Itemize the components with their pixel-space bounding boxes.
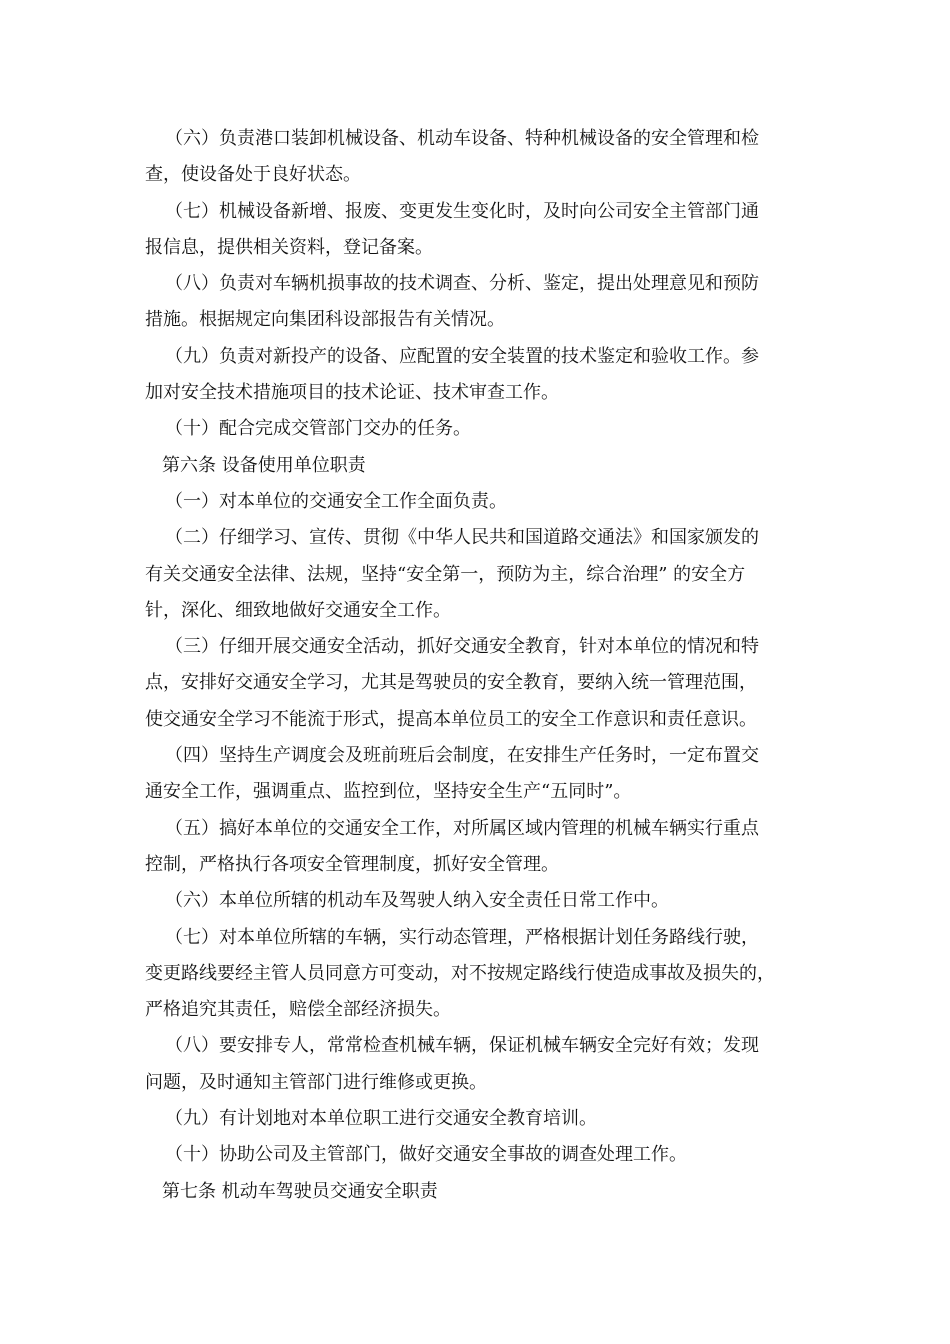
paragraph-line: （八）负责对车辆机损事故的技术调查、分析、鉴定，提出处理意见和预防 [165,273,759,295]
paragraph-line: （五）搞好本单位的交通安全工作，对所属区域内管理的机械车辆实行重点 [165,817,759,839]
paragraph-line: 针，深化、细致地做好交通安全工作。 [145,599,451,621]
paragraph-line: （一）对本单位的交通安全工作全面负责。 [165,490,507,512]
paragraph-line: （四）坚持生产调度会及班前班后会制度，在安排生产任务时，一定布置交 [165,745,759,767]
paragraph-line: 有关交通安全法律、法规，坚持“安全第一，预防为主，综合治理” 的安全方 [145,563,746,585]
paragraph-line: 变更路线要经主管人员同意方可变动，对不按规定路线行使造成事故及损失的， [145,962,775,984]
paragraph-line: （六）负责港口装卸机械设备、机动车设备、特种机械设备的安全管理和检 [165,128,759,149]
paragraph-line: 问题，及时通知主管部门进行维修或更换。 [145,1071,487,1093]
paragraph-line: （三）仔细开展交通安全活动，抓好交通安全教育，针对本单位的情况和特 [165,636,759,658]
paragraph-line: 点，安排好交通安全学习，尤其是驾驶员的安全教育，要纳入统一管理范围， [145,672,757,694]
paragraph-line: （七）对本单位所辖的车辆，实行动态管理，严格根据计划任务路线行驶， [165,926,759,948]
paragraph-line: 报信息，提供相关资料，登记备案。 [145,236,433,258]
paragraph-line: （十）配合完成交管部门交办的任务。 [165,418,471,440]
paragraph-line: 控制，严格执行各项安全管理制度，抓好安全管理。 [145,853,559,875]
paragraph-line: 查，使设备处于良好状态。 [145,164,361,186]
article-heading: 第七条 机动车驾驶员交通安全职责 [162,1180,438,1202]
paragraph-line: 严格追究其责任，赔偿全部经济损失。 [145,999,451,1021]
paragraph-line: 使交通安全学习不能流于形式，提高本单位员工的安全工作意识和责任意识。 [145,708,757,730]
paragraph-line: （九）有计划地对本单位职工进行交通安全教育培训。 [165,1108,597,1130]
paragraph-line: 通安全工作，强调重点、监控到位，坚持安全生产“五同时”。 [145,781,632,803]
paragraph-line: 加对安全技术措施项目的技术论证、技术审查工作。 [145,382,559,404]
paragraph-line: （六）本单位所辖的机动车及驾驶人纳入安全责任日常工作中。 [165,890,669,912]
paragraph-line: （八）要安排专人，常常检查机械车辆，保证机械车辆安全完好有效；发现 [165,1035,759,1057]
paragraph-line: （十）协助公司及主管部门，做好交通安全事故的调查处理工作。 [165,1144,687,1166]
paragraph-line: （九）负责对新投产的设备、应配置的安全装置的技术鉴定和验收工作。参 [165,345,759,367]
article-heading: 第六条 设备使用单位职责 [162,454,366,476]
paragraph-line: 措施。根据规定向集团科设部报告有关情况。 [145,309,505,331]
paragraph-line: （七）机械设备新增、报废、变更发生变化时，及时向公司安全主管部门通 [165,200,759,222]
document-body [145,121,810,1210]
paragraph-line: （二）仔细学习、宣传、贯彻《中华人民共和国道路交通法》和国家颁发的 [165,527,759,549]
